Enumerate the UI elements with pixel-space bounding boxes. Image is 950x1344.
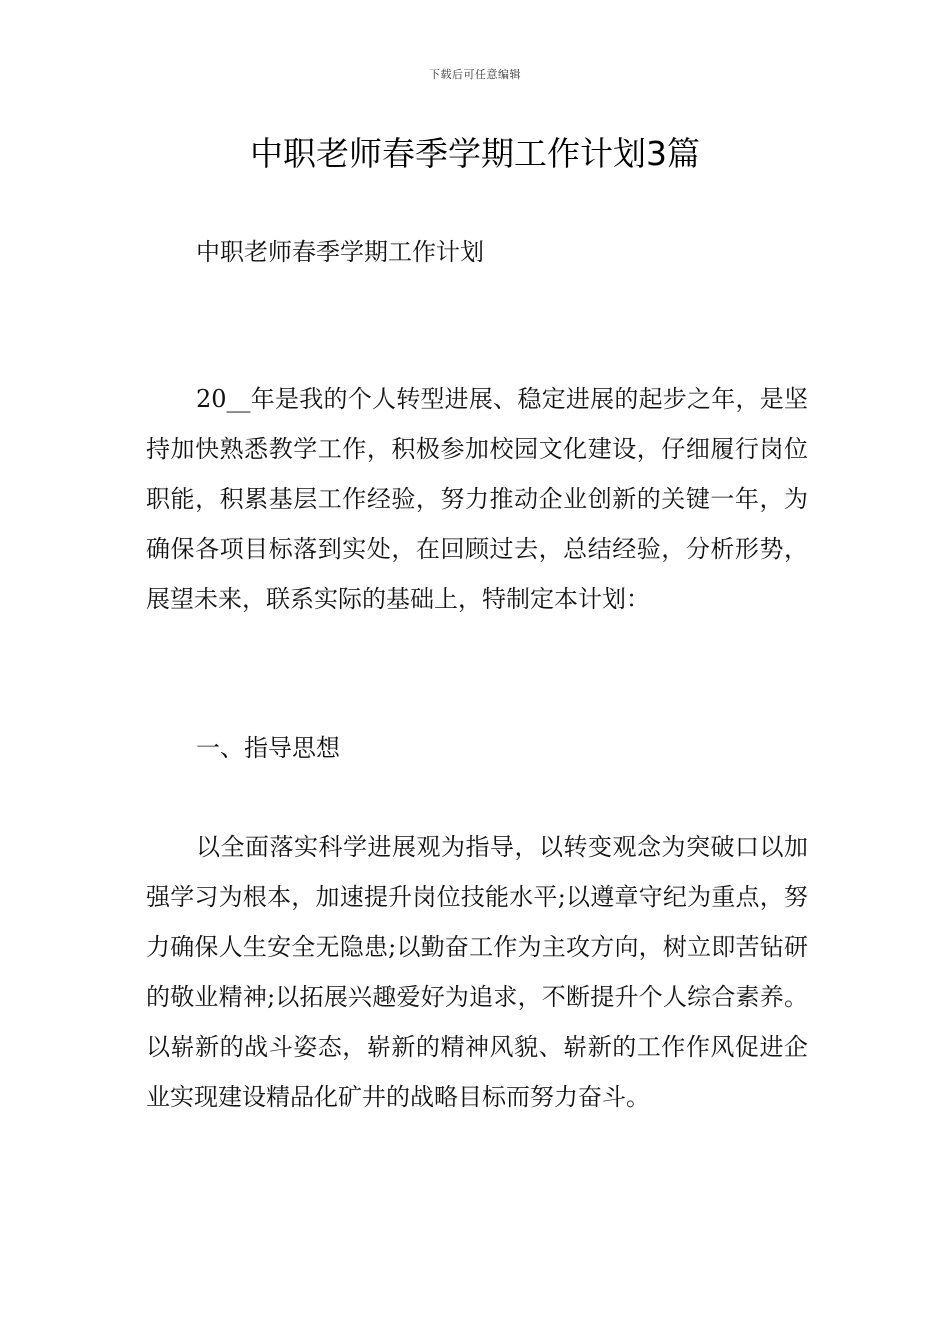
header-note: 下载后可任意编辑 xyxy=(429,68,521,81)
section-heading-guiding-ideology: 一、指导思想 xyxy=(196,734,340,762)
intro-paragraph: 20__年是我的个人转型进展、稳定进展的起步之年，是坚持加快熟悉教学工作，积极参加校园文化建设，仔细履行岗位职能，积累基层工作经验，努力推动企业创新的关键一年，为确保各项目标落到实处，在回顾过去，总结经验，分析形势，展望未来，联系实际的基础上，特制定本计划： xyxy=(146,385,808,613)
document-subtitle: 中职老师春季学期工作计划 xyxy=(196,238,484,266)
guiding-ideology-paragraph: 以全面落实科学进展观为指导，以转变观念为突破口以加强学习为根本，加速提升岗位技能水平;以遵章守纪为重点，努力确保人生安全无隐患;以勤奋工作为主攻方向，树立即苦钻研的敬业精神;以拓展兴趣爱好为追求，不断提升个人综合素养。以崭新的战斗姿态，崭新的精神风貌、崭新的工作作风促进企业实现建设精品化矿井的战略目标而努力奋斗。 xyxy=(146,833,808,1111)
document-title: 中职老师春季学期工作计划3篇 xyxy=(250,134,700,173)
